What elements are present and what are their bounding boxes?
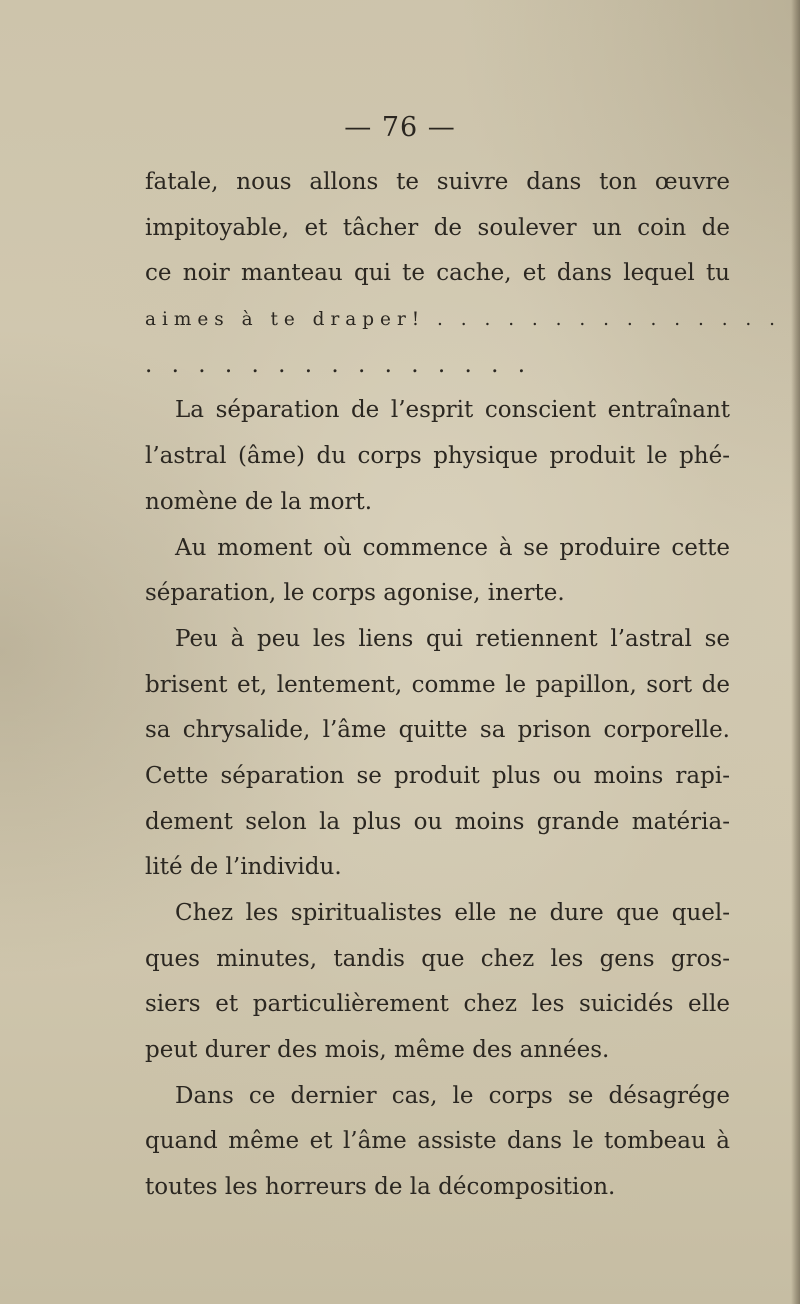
text-line: fatale, nous allons te suivre dans ton œuvre: [145, 169, 730, 195]
page-number: — 76 —: [344, 112, 456, 143]
text-line: siers et particulièrement chez les suicidés elle: [145, 991, 730, 1018]
paragraph-start: Au moment où commence à se produire cette: [175, 534, 730, 561]
text-line: lité de l’individu.: [145, 854, 342, 881]
paragraph-start: Peu à peu les liens qui retiennent l’astral se: [175, 625, 730, 652]
text-line: impitoyable, et tâcher de soulever un coin de: [145, 214, 730, 241]
text-line: peut durer des mois, même des années.: [145, 1037, 610, 1064]
ellipsis-line: . . . . . . . . . . . . . . .: [145, 351, 532, 378]
paragraph-start: Chez les spiritualistes elle ne dure que quel-: [175, 900, 730, 926]
text-line: aimes à te draper! . . . . . . . . . . . . . . .: [145, 309, 782, 331]
body-text: [145, 160, 782, 1211]
text-line: dement selon la plus ou moins grande matéria-: [145, 808, 730, 835]
text-line: ce noir manteau qui te cache, et dans lequel tu: [145, 260, 730, 287]
text-line: sa chrysalide, l’âme quitte sa prison corporelle.: [145, 717, 730, 744]
text-line: quand même et l’âme assiste dans le tombeau à: [145, 1128, 730, 1155]
text-line: toutes les horreurs de la décomposition.: [145, 1174, 616, 1201]
text-line: l’astral (âme) du corps physique produit le phé-: [145, 443, 730, 470]
paragraph-start: La séparation de l’esprit conscient entraînant: [175, 397, 730, 424]
text-line: nomène de la mort.: [145, 488, 373, 515]
text-line: Cette séparation se produit plus ou moins rapi-: [145, 762, 730, 789]
text-line: séparation, le corps agonise, inerte.: [145, 580, 565, 607]
text-line: ques minutes, tandis que chez les gens gros-: [145, 945, 730, 972]
text-line: brisent et, lentement, comme le papillon, sort de: [145, 671, 730, 698]
page-edge-shadow: [791, 0, 800, 1304]
paragraph-start: Dans ce dernier cas, le corps se désagrége: [175, 1082, 730, 1109]
